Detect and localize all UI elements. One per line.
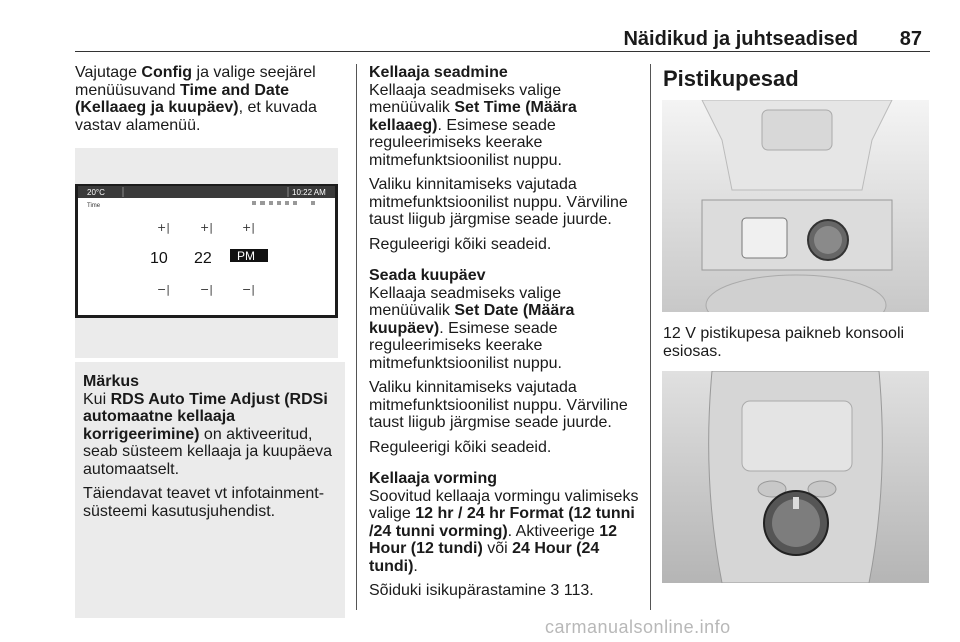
header-divider xyxy=(75,51,930,52)
power-outlet-photo-1 xyxy=(662,100,929,312)
svg-text:−|: −| xyxy=(157,283,170,296)
set-time-paragraph-3: Reguleerigi kõiki seadeid. xyxy=(369,235,552,253)
svg-text:−|: −| xyxy=(200,283,213,296)
section-heading-set-time: Kellaaja seadmine xyxy=(369,64,508,81)
photo-caption: 12 V pistikupesa paikneb konsooli esiosas. xyxy=(663,325,905,360)
watermark: carmanualsonline.info xyxy=(545,617,731,637)
column-2 xyxy=(369,64,641,607)
page-header xyxy=(75,28,930,50)
svg-text:−|: −| xyxy=(242,283,255,296)
time-settings-screen-figure xyxy=(75,148,338,358)
note-paragraph-1: Kui RDS Auto Time Adjust (RDSi automaatne kellaaja korrigeerimine) on aktiveeritud, seab süsteem kellaaja ja kuupäeva automaatselt. xyxy=(83,390,333,478)
svg-text:+|: +| xyxy=(200,221,213,234)
chapter-title: Näidikud ja juhtseadised xyxy=(623,28,858,50)
section-heading-time-format: Kellaaja vorming xyxy=(369,470,498,487)
page-ref-arrow-icon[interactable]: 3 xyxy=(550,582,560,599)
column-divider-2 xyxy=(650,64,651,610)
intro-paragraph: Vajutage Config ja valige seejärel menüüsuvand Time and Date (Kellaaeg ja kuupäev), et kuvada vastav alamenüü. xyxy=(75,64,317,134)
infotainment-screen xyxy=(75,148,338,358)
screen-time-label: Time xyxy=(87,203,101,209)
screen-minute: 22 xyxy=(194,250,212,267)
column-divider-1 xyxy=(356,64,357,610)
set-time-paragraph-1: Kellaaja seadmiseks valige menüüvalik Set Time (Määra kellaaeg). Esimese seade reguleerimiseks keerake mitmefunktsioonilist nuppu. xyxy=(369,81,577,169)
set-date-paragraph-1: Kellaaja seadmiseks valige menüüvalik Set Date (Määra kuupäev). Esimese seade reguleerimiseks keerake mitmefunktsioonilist nuppu. xyxy=(369,284,575,372)
console-outlet-illustration xyxy=(662,100,929,312)
outlet-closeup-illustration xyxy=(662,371,929,583)
set-time-paragraph-2: Valiku kinnitamiseks vajutada mitmefunktsioonilist nuppu. Värviline taust liigub järgmise seade juurde. xyxy=(369,176,628,228)
set-date-paragraph-3: Reguleerigi kõiki seadeid. xyxy=(369,438,552,456)
section-title-power-outlets: Pistikupesad xyxy=(663,66,799,91)
time-format-paragraph-1: Soovitud kellaaja vormingu valimiseks valige 12 hr / 24 hr Format (12 tunni /24 tunni vorming). Aktiveerige 12 Hour (12 tundi) või 24 Hour (24 tundi). xyxy=(369,487,639,575)
note-title: Märkus xyxy=(83,373,140,390)
screen-clock: 10:22 AM xyxy=(292,188,326,197)
screen-hour: 10 xyxy=(150,250,168,267)
svg-text:+|: +| xyxy=(157,221,170,234)
set-date-paragraph-2: Valiku kinnitamiseks vajutada mitmefunktsioonilist nuppu. Värviline taust liigub järgmise seade juurde. xyxy=(369,379,628,431)
screen-temperature: 20°C xyxy=(87,188,105,197)
screen-ampm: PM xyxy=(237,249,255,263)
time-format-paragraph-2: Sõiduki isikupärastamine 3 113. xyxy=(369,582,594,599)
section-heading-set-date: Seada kuupäev xyxy=(369,267,486,284)
page-number: 87 xyxy=(899,28,922,50)
note-paragraph-2: Täiendavat teavet vt infotainment-süsteemi kasutusjuhendist. xyxy=(83,485,325,520)
note-box xyxy=(75,362,345,618)
power-outlet-photo-2 xyxy=(662,371,929,583)
svg-text:+|: +| xyxy=(242,221,255,234)
column-1 xyxy=(75,64,345,141)
